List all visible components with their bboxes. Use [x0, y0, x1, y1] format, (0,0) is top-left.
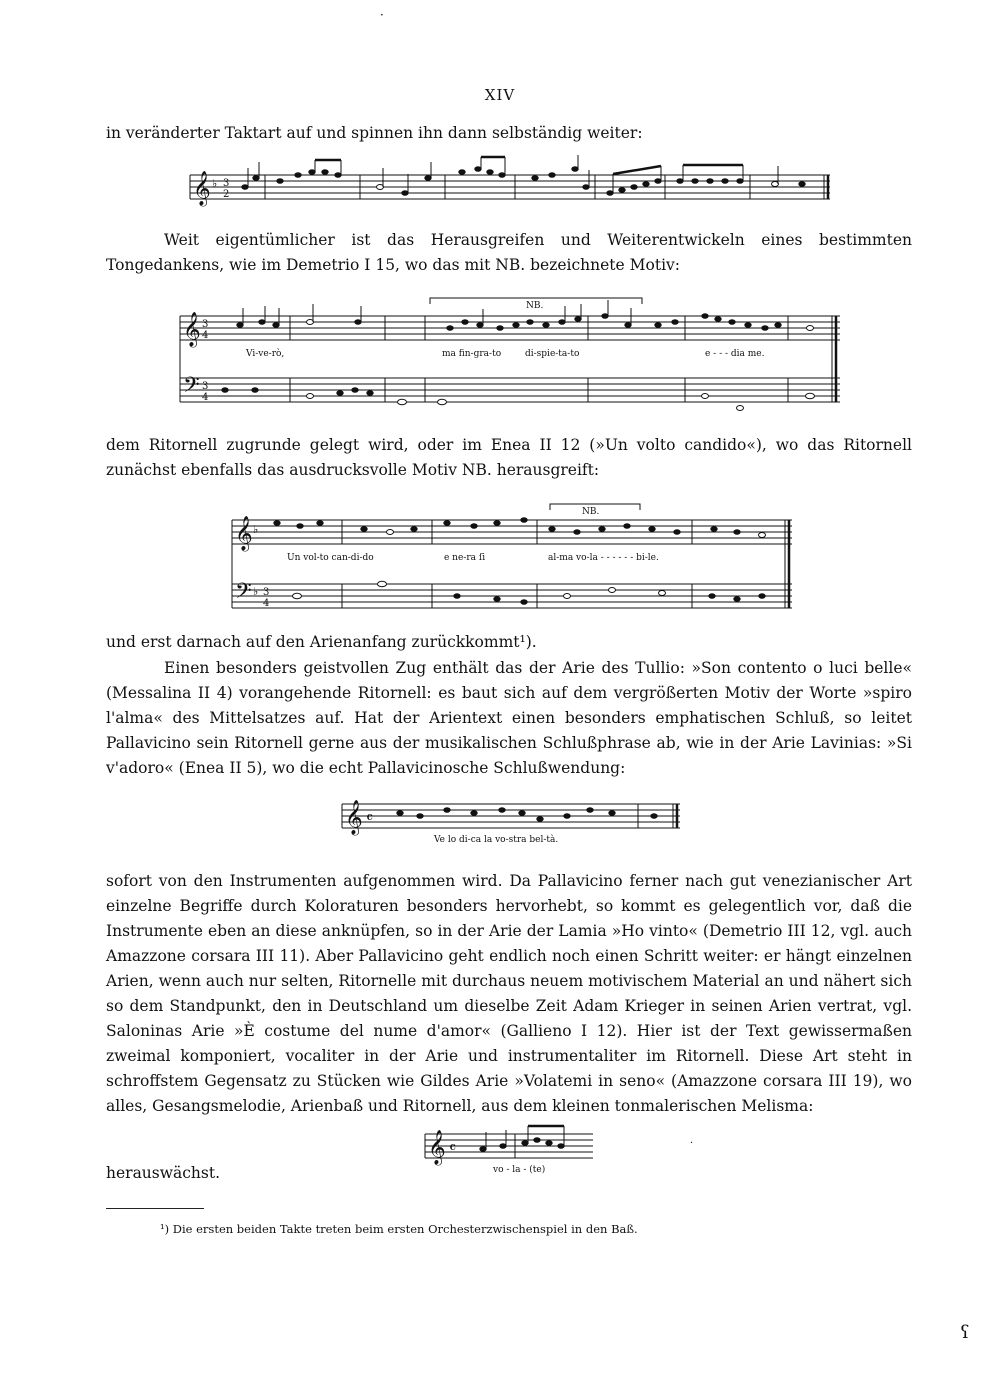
svg-text:3: 3	[263, 587, 270, 598]
lyric: e ne-ra ſi	[444, 553, 486, 563]
svg-text:𝄢: 𝄢	[183, 373, 200, 403]
staff-notation	[180, 298, 840, 413]
svg-text:𝄞: 𝄞	[193, 171, 211, 206]
svg-text:𝄴: 𝄴	[449, 1138, 457, 1157]
intro-line: in veränderter Taktart auf und spinnen ihn dann selbständig weiter:	[106, 124, 643, 142]
lyric: di-spie-ta-to	[525, 349, 580, 359]
staff-notation	[232, 498, 792, 613]
lyric: al-ma vo-la - - - - - - bi-le.	[548, 553, 659, 563]
staff-notation	[190, 160, 835, 220]
nb-label: NB.	[526, 301, 544, 311]
lyric: Ve lo di-ca la vo-stra bel-tà.	[434, 835, 559, 845]
svg-text:3: 3	[223, 178, 230, 189]
lyric: vo - la - (te)	[493, 1165, 546, 1175]
paragraph-4: Einen besonders geistvollen Zug enthält das der Arie des Tullio: »Son contento o luci belle« (Messalina II 4) vorangehende Ritornell: es baut sich auf dem vergrößerten Motiv der Worte »spiro l'alma« des Mittelsatzes auf. Hat der Arientext einen besonders emphatischen Schluß, so leitet Pallavicino sein Ritornell gerne aus der musikalischen Schlußphrase ab, wie in der Arie Lavinias: »Si v'adoro« (Enea II 5), wo die echt Pallavicinosche Schlußwendung:	[106, 659, 912, 777]
lyric: Vi-ve-rò,	[246, 349, 285, 359]
music-example-4	[342, 790, 687, 850]
staff-notation	[425, 1120, 600, 1180]
staff-notation	[342, 790, 687, 850]
svg-text:3: 3	[202, 319, 209, 330]
paragraph-1: Weit eigentümlicher ist das Herausgreifen und Weiterentwickeln eines bestimmten Tongedankens, wie im Demetrio I 15, wo das mit NB. bezeichnete Motiv:	[106, 231, 912, 274]
final-word: herauswächst.	[106, 1164, 221, 1182]
music-example-1	[190, 160, 835, 220]
svg-text:𝄞: 𝄞	[183, 312, 201, 347]
bottom-mark: ʕ	[960, 1322, 970, 1343]
paragraph-2: dem Ritornell zugrunde gelegt wird, oder im Enea II 12 (»Un volto candido«), wo das Ritornell zunächst ebenfalls das ausdrucksvolle Motiv NB. herausgreift:	[106, 436, 912, 479]
svg-text:♭: ♭	[253, 523, 259, 536]
svg-text:𝄞: 𝄞	[235, 516, 253, 551]
nb-label: NB.	[582, 507, 600, 517]
music-example-5	[425, 1120, 600, 1180]
svg-text:4: 4	[263, 598, 270, 609]
top-mark: ·	[380, 8, 384, 22]
svg-text:3: 3	[202, 381, 209, 392]
svg-text:4: 4	[202, 330, 209, 341]
paragraph-5: sofort von den Instrumenten aufgenommen wird. Da Pallavicino ferner nach gut venezianischer Art einzelne Begriffe durch Koloraturen besonders hervorhebt, so kommt es gelegentlich vor, daß die Instrumente eben an diese anknüpfen, so in der Arie der Lamia »Ho vinto« (Demetrio III 12, vgl. auch Amazzone corsara III 11). Aber Pallavicino geht endlich noch einen Schritt weiter: er hängt einzelnen Arien, wenn auch nur selten, Ritornelle mit durchaus neuem motivischem Material an und nähert sich so dem Standpunkt, den in Deutschland um dieselbe Zeit Adam Krieger in seinen Arien vertrat, vgl. Saloninas Arie »È costume del nume d'amor« (Gallieno I 12). Hier ist der Text gewissermaßen zweimal komponiert, vocaliter in der Arie und instrumentaliter im Ritornell. Diese Art steht in schroffstem Gegensatz zu Stücken wie Gildes Arie »Volatemi in seno« (Amazzone corsara III 19), wo alles, Gesangsmelodie, Arienbaß und Ritornell, aus dem kleinen tonmalerischen Melisma:	[106, 872, 912, 1115]
svg-text:𝄞: 𝄞	[345, 800, 363, 835]
svg-text:𝄢: 𝄢	[235, 579, 252, 609]
music-example-3	[232, 498, 792, 613]
paragraph-3: und erst darnach auf den Arienanfang zurückkommt¹).	[106, 633, 537, 651]
lyric: Un vol-to can-di-do	[287, 553, 374, 563]
svg-text:2: 2	[223, 189, 230, 200]
svg-text:♭: ♭	[212, 177, 218, 190]
lyric: e - - - dia me.	[705, 349, 765, 359]
page-number: XIV	[484, 86, 516, 104]
music-example-2	[180, 298, 840, 413]
footnote-rule	[106, 1208, 204, 1209]
svg-text:𝄞: 𝄞	[428, 1130, 446, 1165]
footnote: ¹) Die ersten beiden Takte treten beim ersten Orchesterzwischenspiel in den Baß.	[160, 1222, 638, 1236]
document-page: · XIV in veränderter Taktart auf und spinnen ihn dann selbständig weiter: 𝄞 ♭ 3 2 Weit eigentümlicher ist das Herausgreifen und Weiterentwickeln eines bestimmten Tongedankens, wie im Demetrio I 15, wo das mit NB. bezeichnete Motiv: NB. 𝄞 𝄢 3 4 3 4 Vi-ve-rò, ma fin-gra-to di-spie-ta-to e - - - dia me. dem Ritornell zugrunde gelegt wird, oder im Enea II 12 (»Un volto candido«), wo das Ritornell zunächst ebenfalls das ausdrucksvolle Motiv NB. herausgreift: NB. 𝄞 𝄢 ♭ ♭ 3 4 Un vol-to can-di-do e ne-ra ſi al-ma vo-la - - - - - - bi-le. und erst darnach auf den Arienanfang zurückkommt¹). Einen besonders geistvollen Zug enthält das der Arie des Tullio: »Son contento o luci belle« (Messalina II 4) vorangehende Ritornell: es baut sich auf dem vergrößerten Motiv der Worte »spiro l'alma« des Mittelsatzes auf. Hat der Arientext einen besonders emphatischen Schluß, so leitet Pallavicino sein Ritornell gerne aus der musikalischen Schlußphrase ab, wie in der Arie Lavinias: »Si v'adoro« (Enea II 5), wo die echt Pallavicinosche Schlußwendung: 𝄞 𝄴 Ve lo di-ca la vo-stra bel-tà. sofort von den Instrumenten aufgenommen wird. Da Pallavicino ferner nach gut venezianischer Art einzelne Begriffe durch Koloraturen besonders hervorhebt, so kommt es gelegentlich vor, daß die Instrumente eben an diese anknüpfen, so in der Arie der Lamia »Ho vinto« (Demetrio III 12, vgl. auch Amazzone corsara III 11). Aber Pallavicino geht endlich noch einen Schritt weiter: er hängt einzelnen Arien, wenn auch nur selten, Ritornelle mit durchaus neuem motivischem Material an und nähert sich so dem Standpunkt, den in Deutschland um dieselbe Zeit Adam Krieger in seinen Arien vertrat, vgl. Saloninas Arie »È costume del nume d'amor« (Gallieno I 12). Hier ist der Text gewissermaßen zweimal komponiert, vocaliter in der Arie und instrumentaliter im Ritornell. Diese Art steht in schroffstem Gegensatz zu Stücken wie Gildes Arie »Volatemi in seno« (Amazzone corsara III 19), wo alles, Gesangsmelodie, Arienbaß und Ritornell, aus dem kleinen tonmalerischen Melisma: 𝄞 𝄴 vo - la - (te) · herauswächst. ¹) Die ersten beiden Takte treten beim ersten Orchesterzwischenspiel in den Baß. ʕ	[0, 0, 1000, 1383]
svg-text:𝄴: 𝄴	[366, 808, 374, 827]
svg-text:♭: ♭	[253, 585, 259, 598]
svg-text:4: 4	[202, 392, 209, 403]
lyric: ma fin-gra-to	[442, 349, 502, 359]
